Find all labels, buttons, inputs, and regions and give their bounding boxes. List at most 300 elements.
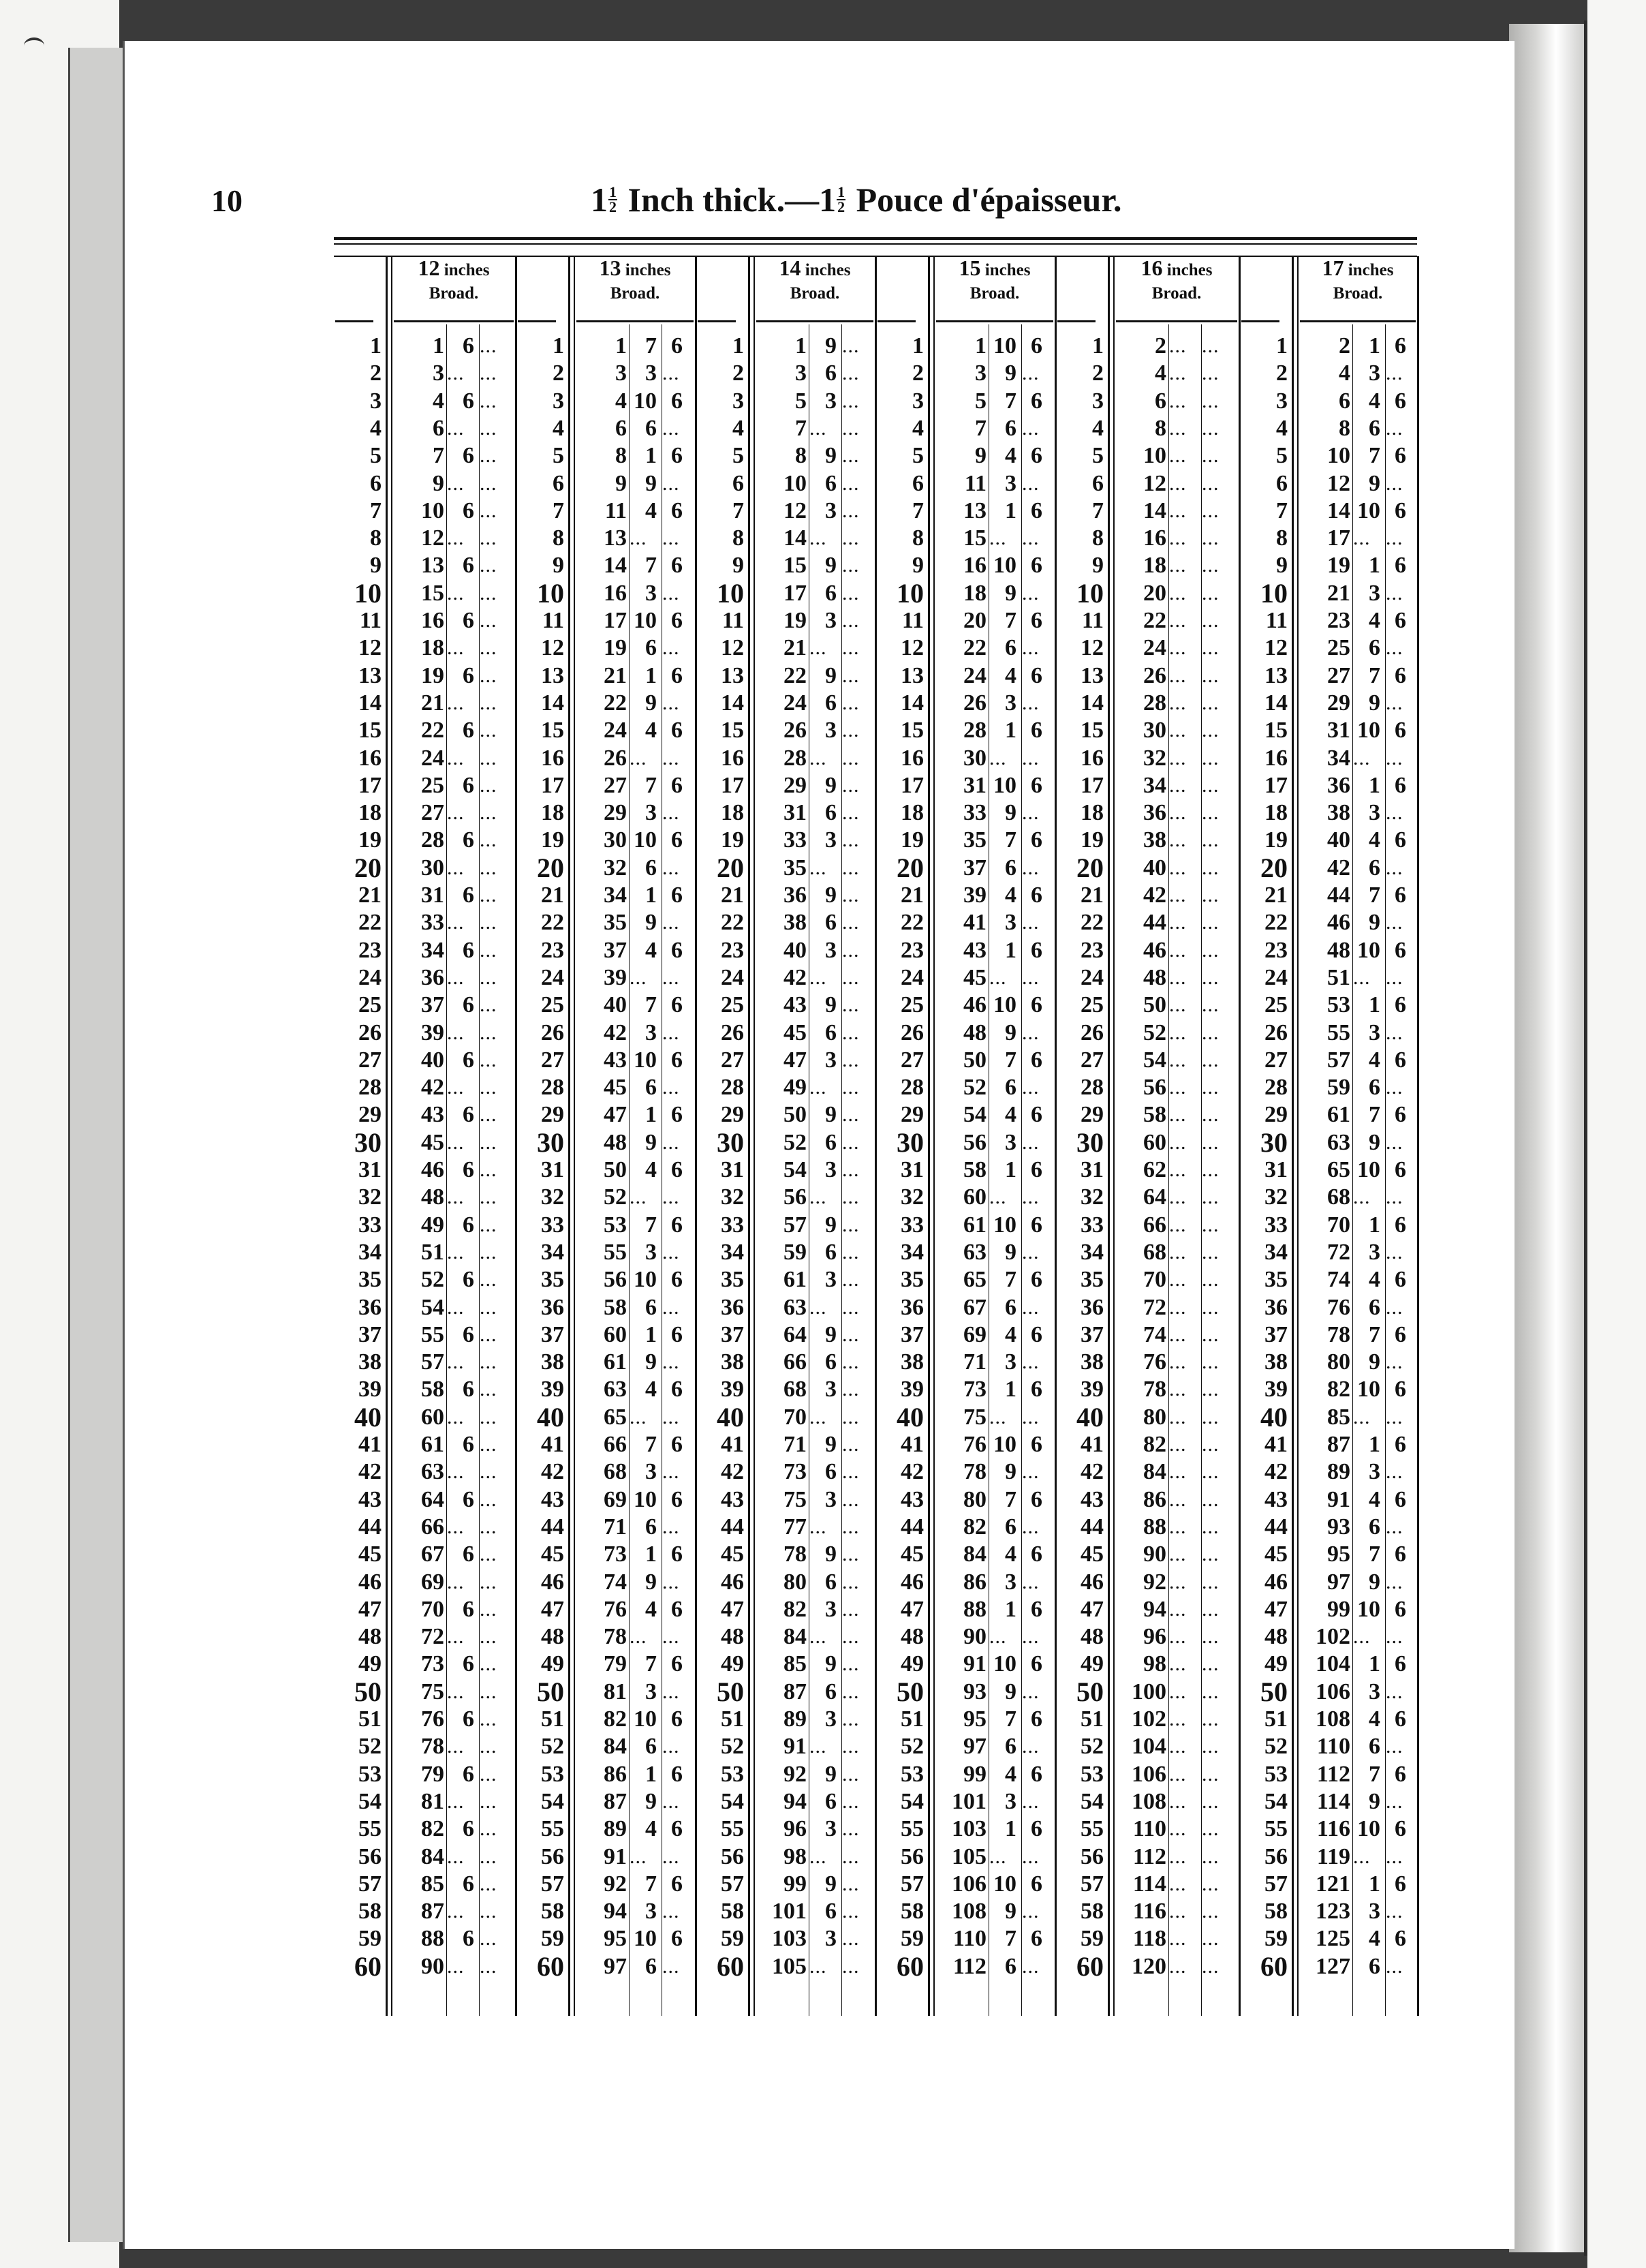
inches-value: 7 — [1005, 388, 1016, 414]
inches-value: 6 — [1369, 635, 1380, 661]
dot-leader: ... — [662, 1131, 680, 1154]
header-width-number: 12 — [418, 256, 440, 280]
inches-value: 3 — [825, 1377, 837, 1403]
parts-value: 6 — [1395, 333, 1406, 358]
feet-value: 19 — [604, 635, 627, 661]
inches-value: 3 — [1005, 1788, 1016, 1814]
row-number: 2 — [1092, 361, 1104, 386]
dot-leader: ... — [842, 664, 860, 687]
feet-value: 38 — [1327, 800, 1350, 826]
row-number: 56 — [358, 1843, 382, 1869]
row-number: 40 — [354, 1401, 382, 1432]
feet-value: 110 — [1316, 1734, 1350, 1760]
inches-value: 6 — [825, 470, 837, 496]
inches-value: 6 — [463, 1542, 474, 1567]
dot-leader: ... — [480, 389, 497, 412]
feet-value: 63 — [963, 1239, 987, 1265]
dot-leader: ... — [480, 1296, 497, 1319]
dot-leader: ... — [662, 1240, 680, 1263]
inches-value: 3 — [825, 1596, 837, 1622]
header-underline — [1300, 320, 1416, 322]
feet-value: 86 — [604, 1761, 627, 1787]
row-number: 57 — [721, 1871, 744, 1897]
dot-leader: ... — [989, 1405, 1007, 1428]
feet-value: 103 — [772, 1926, 807, 1952]
inches-value: 4 — [1005, 662, 1016, 688]
row-number: 23 — [541, 937, 564, 963]
row-number: 57 — [358, 1871, 382, 1897]
feet-value: 17 — [783, 580, 807, 606]
feet-value: 60 — [963, 1184, 987, 1210]
feet-value: 70 — [783, 1404, 807, 1430]
inches-value: 6 — [1005, 1514, 1016, 1539]
dot-leader: ... — [1169, 1048, 1187, 1071]
row-number: 49 — [721, 1651, 744, 1677]
inches-value: 7 — [1369, 1102, 1380, 1128]
feet-value: 12 — [1143, 470, 1166, 496]
dot-leader: ... — [1202, 335, 1220, 357]
inches-value: 3 — [645, 1020, 657, 1045]
header-unit-word: inches — [805, 261, 851, 279]
row-number: 10 — [354, 577, 382, 609]
inches-value: 6 — [645, 1514, 657, 1539]
inches-value: 4 — [645, 718, 657, 744]
row-number: 7 — [1276, 497, 1288, 523]
dot-leader: ... — [1022, 1405, 1040, 1428]
row-number: 46 — [1081, 1569, 1104, 1595]
row-number: 35 — [358, 1267, 382, 1293]
dot-leader: ... — [1202, 1240, 1220, 1263]
inches-value: 6 — [645, 635, 657, 661]
dot-leader: ... — [842, 1021, 860, 1044]
header-width-number: 17 — [1322, 256, 1344, 280]
fraction-one-half — [608, 185, 617, 214]
feet-value: 42 — [783, 964, 807, 990]
row-number: 30 — [354, 1127, 382, 1158]
inches-value: 7 — [1369, 883, 1380, 908]
dot-leader: ... — [1386, 416, 1403, 440]
row-number: 42 — [901, 1459, 924, 1485]
feet-value: 9 — [433, 470, 444, 496]
inches-value: 1 — [645, 443, 657, 469]
inches-value: 9 — [825, 1871, 837, 1897]
feet-value: 29 — [604, 800, 627, 826]
dot-leader: ... — [842, 1735, 860, 1758]
inches-value: 4 — [1369, 1926, 1380, 1952]
feet-value: 27 — [604, 772, 627, 798]
dot-leader: ... — [1169, 911, 1187, 934]
row-number: 44 — [1081, 1514, 1104, 1539]
dot-leader: ... — [480, 1625, 497, 1649]
dot-leader: ... — [480, 1351, 497, 1374]
dot-leader: ... — [1022, 856, 1040, 879]
dot-leader: ... — [1022, 746, 1040, 769]
dot-leader: ... — [480, 1955, 497, 1978]
inches-value: 6 — [825, 1569, 837, 1595]
feet-value: 65 — [963, 1267, 987, 1293]
dot-leader: ... — [630, 1845, 647, 1868]
parts-value: 6 — [1031, 1486, 1042, 1512]
row-number: 26 — [1081, 1020, 1104, 1045]
dot-leader: ... — [1202, 1762, 1220, 1786]
dot-leader: ... — [809, 527, 827, 550]
row-number: 40 — [717, 1401, 744, 1432]
feet-value: 34 — [1143, 772, 1166, 798]
dot-leader: ... — [842, 444, 860, 468]
dot-leader: ... — [1353, 1186, 1371, 1209]
inches-value: 4 — [1369, 827, 1380, 853]
dot-leader: ... — [447, 966, 465, 989]
row-number: 54 — [541, 1788, 564, 1814]
parts-value: 6 — [671, 772, 683, 798]
dot-leader: ... — [447, 527, 465, 550]
feet-value: 1 — [615, 333, 627, 358]
row-number: 23 — [901, 937, 924, 963]
row-number: 40 — [1076, 1401, 1104, 1432]
inches-value: 9 — [1005, 800, 1016, 826]
inches-value: 7 — [1369, 1761, 1380, 1787]
feet-value: 88 — [1143, 1514, 1166, 1539]
parts-value: 6 — [1395, 1871, 1406, 1897]
row-number: 53 — [1081, 1761, 1104, 1787]
dot-leader: ... — [1022, 1240, 1040, 1263]
dot-leader: ... — [1022, 1296, 1040, 1319]
dot-leader: ... — [480, 472, 497, 495]
feet-value: 55 — [604, 1239, 627, 1265]
feet-value: 93 — [1327, 1514, 1350, 1539]
dot-leader: ... — [447, 1021, 465, 1044]
dot-leader: ... — [480, 527, 497, 550]
feet-value: 125 — [1316, 1926, 1350, 1952]
inches-value: 6 — [463, 1157, 474, 1182]
dot-leader: ... — [662, 1515, 680, 1538]
row-number: 55 — [358, 1816, 382, 1842]
inches-value: 1 — [645, 883, 657, 908]
row-number: 5 — [1276, 443, 1288, 469]
feet-value: 39 — [604, 964, 627, 990]
feet-value: 116 — [1316, 1816, 1350, 1842]
inches-value: 4 — [1369, 608, 1380, 633]
feet-value: 78 — [963, 1459, 987, 1485]
row-number: 58 — [541, 1899, 564, 1925]
feet-value: 96 — [1143, 1624, 1166, 1650]
inches-value: 1 — [1005, 1157, 1016, 1182]
dot-leader: ... — [1202, 527, 1220, 550]
dot-leader: ... — [662, 581, 680, 604]
feet-value: 88 — [963, 1596, 987, 1622]
parts-value: 6 — [671, 608, 683, 633]
dot-leader: ... — [1386, 362, 1403, 385]
feet-value: 78 — [604, 1624, 627, 1650]
row-number: 21 — [1081, 883, 1104, 908]
column-rule-thin — [1385, 324, 1386, 2016]
row-number: 45 — [541, 1542, 564, 1567]
fraction-denominator: 2 — [609, 198, 617, 215]
dot-leader: ... — [480, 994, 497, 1017]
feet-value: 90 — [963, 1624, 987, 1650]
dot-leader: ... — [842, 1240, 860, 1263]
feet-value: 49 — [783, 1075, 807, 1101]
row-number: 19 — [541, 827, 564, 853]
row-number: 12 — [1081, 635, 1104, 661]
row-number: 10 — [897, 577, 924, 609]
dot-leader: ... — [1386, 527, 1403, 550]
dot-leader: ... — [1022, 1900, 1040, 1923]
row-number-header-dash — [878, 320, 916, 322]
feet-value: 78 — [1327, 1321, 1350, 1347]
feet-value: 46 — [1327, 910, 1350, 936]
inches-value: 6 — [1005, 1953, 1016, 1979]
dot-leader: ... — [842, 1048, 860, 1071]
inches-value: 6 — [463, 1926, 474, 1952]
row-number: 39 — [358, 1377, 382, 1403]
row-number: 17 — [1264, 772, 1288, 798]
row-number: 49 — [1081, 1651, 1104, 1677]
feet-value: 54 — [783, 1157, 807, 1182]
feet-value: 24 — [963, 662, 987, 688]
parts-value: 6 — [1395, 772, 1406, 798]
dot-leader: ... — [1169, 609, 1187, 632]
dot-leader: ... — [842, 1351, 860, 1374]
dot-leader: ... — [1022, 1680, 1040, 1703]
inches-value: 1 — [1005, 937, 1016, 963]
parts-value: 6 — [1031, 497, 1042, 523]
feet-value: 87 — [1327, 1432, 1350, 1457]
header-broad-label: Broad. — [969, 284, 1020, 303]
dot-leader: ... — [447, 581, 465, 604]
column-rule-thin — [1021, 324, 1022, 2016]
inches-value: 6 — [463, 1486, 474, 1512]
feet-value: 97 — [1327, 1569, 1350, 1595]
header-unit-word: inches — [625, 261, 671, 279]
row-number: 7 — [553, 497, 564, 523]
row-number: 40 — [897, 1401, 924, 1432]
feet-value: 31 — [421, 883, 444, 908]
dot-leader: ... — [1169, 1131, 1187, 1154]
parts-value: 6 — [1395, 1926, 1406, 1952]
parts-value: 6 — [1031, 1651, 1042, 1677]
inches-value: 6 — [825, 1788, 837, 1814]
dot-leader: ... — [447, 362, 465, 385]
inches-value: 4 — [1005, 1102, 1016, 1128]
dot-leader: ... — [1386, 856, 1403, 879]
feet-value: 64 — [421, 1486, 444, 1512]
dot-leader: ... — [842, 527, 860, 550]
feet-value: 108 — [952, 1899, 987, 1925]
row-number: 39 — [721, 1377, 744, 1403]
dot-leader: ... — [1169, 1076, 1187, 1099]
row-number: 18 — [901, 800, 924, 826]
feet-value: 10 — [1327, 443, 1350, 469]
feet-value: 13 — [421, 553, 444, 579]
row-number: 60 — [537, 1950, 564, 1982]
parts-value: 6 — [1395, 1212, 1406, 1238]
feet-value: 4 — [433, 388, 444, 414]
parts-value: 6 — [1395, 608, 1406, 633]
inches-value: 6 — [1369, 1514, 1380, 1539]
feet-value: 34 — [604, 883, 627, 908]
inches-value: 4 — [645, 1596, 657, 1622]
row-number: 38 — [901, 1349, 924, 1375]
row-number: 19 — [358, 827, 382, 853]
feet-value: 63 — [421, 1459, 444, 1485]
feet-value: 68 — [1143, 1239, 1166, 1265]
dot-leader: ... — [630, 1186, 647, 1209]
feet-value: 99 — [1327, 1596, 1350, 1622]
parts-value: 6 — [1395, 1596, 1406, 1622]
dot-leader: ... — [1169, 1597, 1187, 1621]
feet-value: 40 — [783, 937, 807, 963]
inches-value: 9 — [1005, 1459, 1016, 1485]
row-number: 9 — [732, 553, 744, 579]
row-number: 38 — [721, 1349, 744, 1375]
inches-value: 9 — [825, 1321, 837, 1347]
row-number: 2 — [1276, 361, 1288, 386]
feet-value: 82 — [783, 1596, 807, 1622]
row-number: 27 — [1264, 1047, 1288, 1073]
feet-value: 43 — [421, 1102, 444, 1128]
row-number: 43 — [1081, 1486, 1104, 1512]
feet-value: 84 — [421, 1843, 444, 1869]
inches-value: 1 — [1369, 1432, 1380, 1457]
feet-value: 46 — [1143, 937, 1166, 963]
header-unit-word: inches — [444, 261, 490, 279]
feet-value: 91 — [783, 1734, 807, 1760]
dot-leader: ... — [842, 1213, 860, 1236]
row-number: 28 — [721, 1075, 744, 1101]
row-number: 55 — [1264, 1816, 1288, 1842]
feet-value: 32 — [604, 855, 627, 880]
inches-value: 9 — [825, 1651, 837, 1677]
inches-value: 9 — [1369, 690, 1380, 716]
feet-value: 7 — [975, 415, 987, 441]
header-rule-thin — [334, 243, 1417, 245]
parts-value: 6 — [671, 1706, 683, 1732]
dot-leader: ... — [1202, 416, 1220, 440]
inches-value: 9 — [1369, 1788, 1380, 1814]
inches-value: 6 — [645, 1734, 657, 1760]
inches-value: 7 — [1369, 1542, 1380, 1567]
dot-leader: ... — [842, 1708, 860, 1730]
feet-value: 98 — [783, 1843, 807, 1869]
inches-value: 7 — [1005, 608, 1016, 633]
feet-value: 97 — [963, 1734, 987, 1760]
feet-value: 112 — [1132, 1843, 1166, 1869]
row-number: 52 — [1081, 1734, 1104, 1760]
dot-leader: ... — [842, 1488, 860, 1511]
feet-value: 30 — [1143, 718, 1166, 744]
dot-leader: ... — [1169, 637, 1187, 660]
dot-leader: ... — [1202, 1159, 1220, 1181]
row-number: 30 — [537, 1127, 564, 1158]
row-number: 27 — [358, 1047, 382, 1073]
parts-value: 6 — [1031, 553, 1042, 579]
feet-value: 22 — [963, 635, 987, 661]
dot-leader: ... — [1202, 1488, 1220, 1511]
feet-value: 3 — [795, 361, 807, 386]
dot-leader: ... — [480, 1378, 497, 1401]
inches-value: 1 — [1369, 333, 1380, 358]
column-rule — [568, 256, 570, 2016]
inches-value: 3 — [825, 497, 837, 523]
dot-leader: ... — [480, 1735, 497, 1758]
row-number: 30 — [1260, 1127, 1288, 1158]
dot-leader: ... — [1202, 1955, 1220, 1978]
inches-value: 6 — [1005, 1294, 1016, 1320]
feet-value: 28 — [421, 827, 444, 853]
feet-value: 112 — [952, 1953, 987, 1979]
row-number: 20 — [1260, 852, 1288, 883]
feet-value: 68 — [604, 1459, 627, 1485]
row-number: 42 — [541, 1459, 564, 1485]
dot-leader: ... — [989, 1186, 1007, 1209]
row-number: 41 — [1264, 1432, 1288, 1457]
dot-leader: ... — [1202, 1186, 1220, 1209]
dot-leader: ... — [662, 801, 680, 825]
dot-leader: ... — [447, 1460, 465, 1484]
row-number: 14 — [901, 690, 924, 716]
feet-value: 84 — [963, 1542, 987, 1567]
dot-leader: ... — [1202, 1900, 1220, 1923]
row-number: 4 — [1092, 415, 1104, 441]
row-number: 20 — [897, 852, 924, 883]
feet-value: 45 — [604, 1075, 627, 1101]
row-number: 1 — [1276, 333, 1288, 358]
dot-leader: ... — [842, 609, 860, 632]
row-number: 10 — [717, 577, 744, 609]
inches-value: 6 — [825, 580, 837, 606]
row-number: 58 — [1081, 1899, 1104, 1925]
feet-value: 76 — [963, 1432, 987, 1457]
dot-leader: ... — [1386, 637, 1403, 660]
row-number: 19 — [721, 827, 744, 853]
dot-leader: ... — [809, 1186, 827, 1209]
parts-value: 6 — [671, 662, 683, 688]
dot-leader: ... — [1386, 801, 1403, 825]
feet-value: 95 — [1327, 1542, 1350, 1567]
feet-value: 95 — [963, 1706, 987, 1732]
feet-value: 72 — [1143, 1294, 1166, 1320]
row-number: 8 — [912, 525, 924, 551]
row-number: 22 — [358, 910, 382, 936]
dot-leader: ... — [1169, 994, 1187, 1017]
dot-leader: ... — [1169, 1268, 1187, 1291]
dot-leader: ... — [1169, 416, 1187, 440]
feet-value: 55 — [1327, 1020, 1350, 1045]
row-number: 12 — [541, 635, 564, 661]
feet-value: 25 — [1327, 635, 1350, 661]
feet-value: 30 — [604, 827, 627, 853]
dot-leader: ... — [842, 1625, 860, 1649]
dot-leader: ... — [1169, 335, 1187, 357]
inches-value: 10 — [1357, 718, 1380, 744]
feet-value: 37 — [421, 992, 444, 1018]
feet-value: 58 — [963, 1157, 987, 1182]
feet-value: 78 — [1143, 1377, 1166, 1403]
feet-value: 27 — [1327, 662, 1350, 688]
parts-value: 6 — [671, 1432, 683, 1457]
row-number: 50 — [1076, 1676, 1104, 1707]
feet-value: 10 — [421, 497, 444, 523]
feet-value: 18 — [1143, 553, 1166, 579]
feet-value: 20 — [963, 608, 987, 633]
title-part-3: Pouce d'épaisseur. — [848, 181, 1122, 219]
row-number: 52 — [721, 1734, 744, 1760]
feet-value: 73 — [783, 1459, 807, 1485]
row-number: 7 — [370, 497, 382, 523]
feet-value: 59 — [783, 1239, 807, 1265]
row-number: 15 — [1264, 718, 1288, 744]
